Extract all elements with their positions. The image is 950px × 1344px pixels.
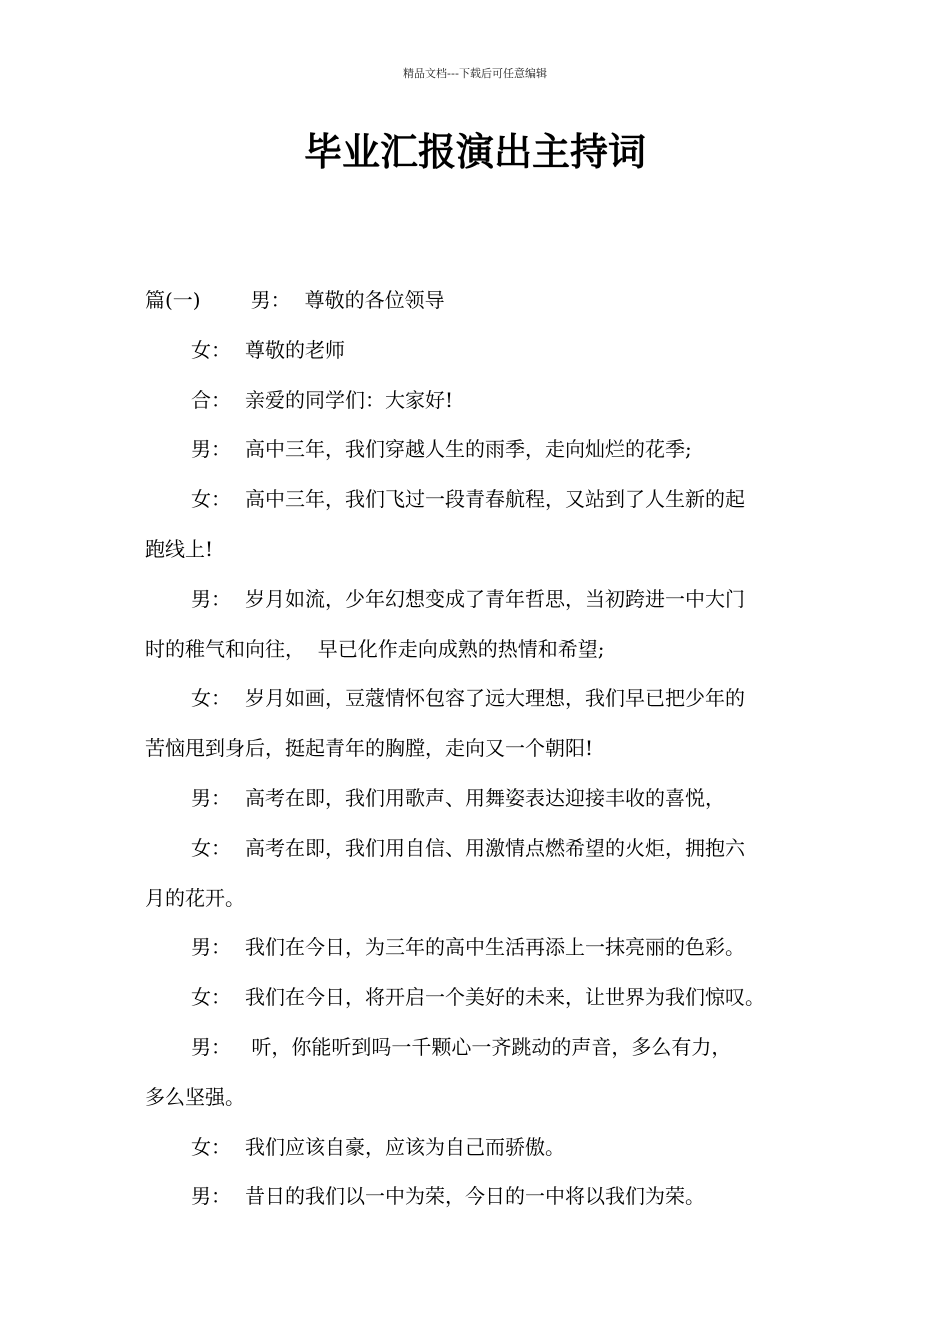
line-text: 高中三年，我们穿越人生的雨季，走向灿烂的花季; [245,437,692,462]
line-text: 亲爱的同学们：大家好! [245,387,454,412]
dialogue-line [145,1023,815,1073]
line-text: 我们在今日，为三年的高中生活再添上一抹亮丽的色彩。 [245,935,745,960]
dialogue-line [145,475,815,525]
document-body [145,276,815,1222]
dialogue-line [145,575,815,625]
dialogue-line [145,376,815,426]
line-text: 昔日的我们以一中为荣，今日的一中将以我们为荣。 [245,1184,705,1209]
speaker-label: 女： [191,686,231,711]
dialogue-line [145,326,815,376]
dialogue-line [145,774,815,824]
speaker-label: 合： [191,387,231,412]
line-text: 我们应该自豪，应该为自己而骄傲。 [245,1134,565,1159]
continuation-line: 跑线上! [145,536,214,561]
line-text: 尊敬的老师 [245,337,345,362]
continuation-line: 时的稚气和向往， 早已化作走向成熟的热情和希望; [145,636,605,661]
continuation-line: 苦恼甩到身后，挺起青年的胸膛，走向又一个朝阳! [145,736,594,761]
dialogue-line [145,973,815,1023]
line-text: 听，你能听到吗一千颗心一齐跳动的声音，多么有力， [245,1034,732,1059]
speaker-label: 男： [250,288,291,312]
dialogue-line [145,425,815,475]
line-text: 高考在即，我们用自信、用激情点燃希望的火炬，拥抱六 [245,835,745,860]
speaker-label: 女： [191,337,231,362]
speaker-label: 男： [191,586,231,611]
dialogue-line [145,674,815,724]
dialogue-line [145,1123,815,1173]
speaker-label: 男： [191,935,231,960]
document-title: 毕业汇报演出主持词 [303,130,646,174]
speaker-label: 男： [191,785,231,810]
line-text: 尊敬的各位领导 [304,288,445,312]
continuation-line: 月的花开。 [145,885,245,910]
line-text: 岁月如流，少年幻想变成了青年哲思，当初跨进一中大门 [245,586,745,611]
speaker-label: 男： [191,1034,231,1059]
section-label: 篇(一) [145,288,201,312]
line-text: 高中三年，我们飞过一段青春航程，又站到了人生新的起 [245,487,745,512]
speaker-label: 女： [191,487,231,512]
speaker-label: 男： [191,437,231,462]
line-text: 岁月如画，豆蔻情怀包容了远大理想，我们早已把少年的 [245,686,745,711]
header-note: 精品文档---下载后可任意编辑 [403,67,547,80]
continuation-line: 多么坚强。 [145,1084,245,1109]
speaker-label: 女： [191,985,231,1010]
speaker-label: 女： [191,1134,231,1159]
dialogue-line [145,1172,815,1222]
dialogue-line [145,276,815,326]
line-text: 高考在即，我们用歌声、用舞姿表达迎接丰收的喜悦， [245,785,725,810]
dialogue-line [145,824,815,874]
line-text: 我们在今日，将开启一个美好的未来，让世界为我们惊叹。 [245,985,765,1010]
speaker-label: 女： [191,835,231,860]
speaker-label: 男： [191,1184,231,1209]
dialogue-line [145,923,815,973]
